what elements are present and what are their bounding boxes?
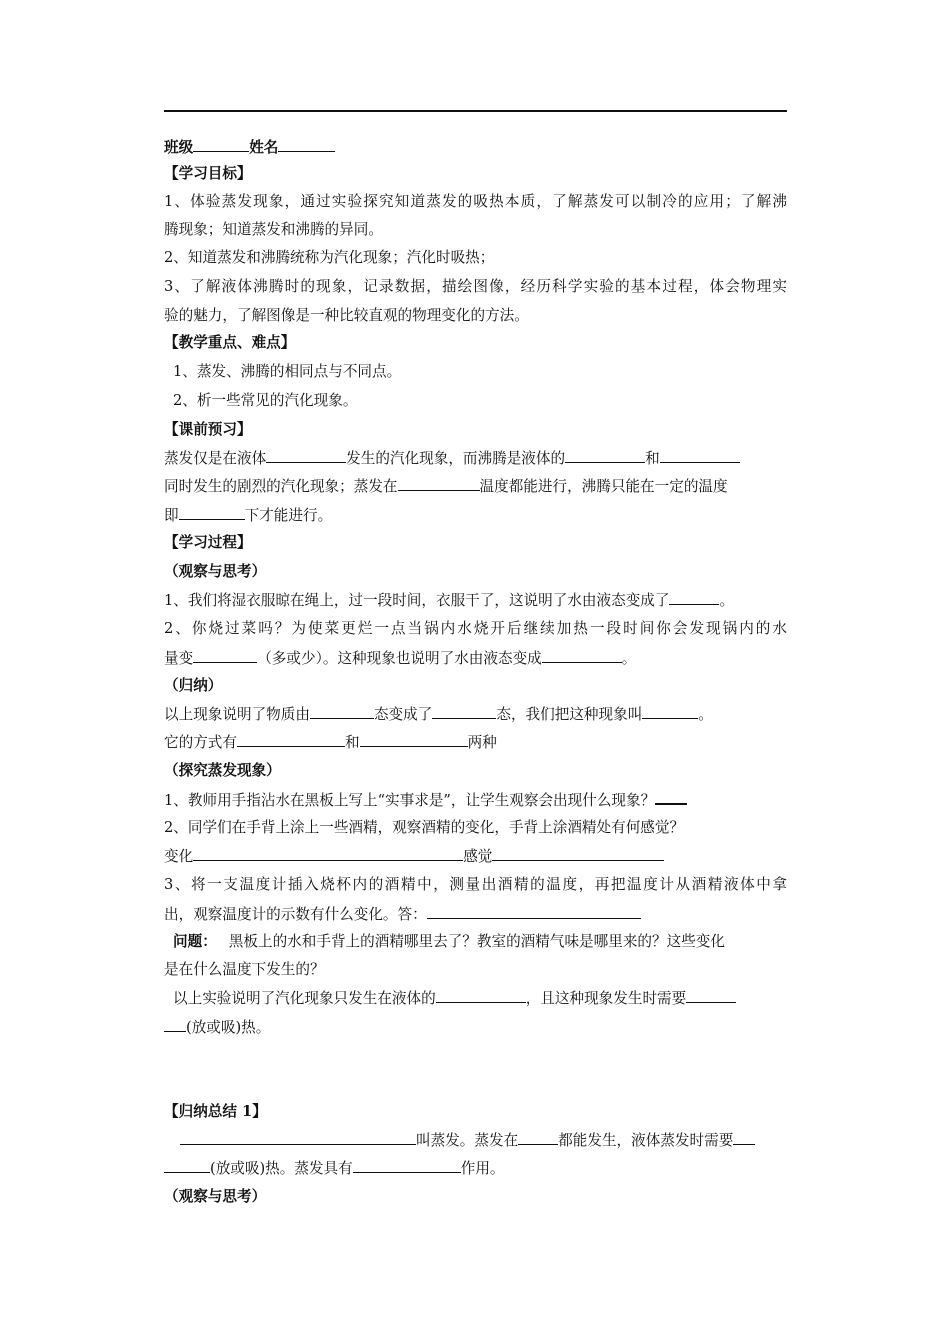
goal-1-line-a: 1、体验蒸发现象，通过实验探究知道蒸发的吸热本质，了解蒸发可以制冷的应用；了解沸 <box>164 193 787 210</box>
question-text: 。 <box>621 650 637 667</box>
fill-blank[interactable] <box>193 846 463 861</box>
preview-line-2 <box>164 476 728 497</box>
fill-blank[interactable] <box>436 988 526 1003</box>
preview-line-3 <box>164 505 332 526</box>
preview-text: 下才能进行。 <box>244 507 333 524</box>
goal-3-line-a: 3、了解液体沸腾时的现象，记录数据，描绘图像，经历科学实验的基本过程，体会物理实 <box>164 278 787 295</box>
conclusion1-line-1 <box>180 1130 755 1151</box>
question-text: 量变 <box>164 650 194 667</box>
explore-text: 出，观察温度计的示数有什么变化。答： <box>164 906 427 923</box>
fill-blank[interactable] <box>432 704 496 719</box>
explore-text: 1、教师用手指沾水在黑板上写上“实事求是”，让学生观察会出现什么现象？ <box>164 792 656 809</box>
preview-text: 和 <box>645 450 660 467</box>
summary-text: 。 <box>698 706 713 723</box>
summary-text: 和 <box>344 734 360 751</box>
preview-line-1 <box>164 448 740 469</box>
question-text: 。 <box>719 592 735 609</box>
conclusion-text: 都能发生，液体蒸发时需要 <box>558 1132 734 1149</box>
process-q2-line-b <box>164 648 636 669</box>
question-label: 问题： <box>173 933 217 950</box>
explore-item-1 <box>164 789 687 811</box>
summary-text: 两种 <box>467 734 497 751</box>
explore-question-line-b: 是在什么温度下发生的？ <box>164 961 325 978</box>
fill-blank[interactable] <box>733 1130 755 1145</box>
student-info-line <box>164 137 335 158</box>
class-blank[interactable] <box>193 137 249 152</box>
conclusion-text: 叫蒸发。蒸发在 <box>416 1132 519 1149</box>
explore-text: 感觉 <box>463 848 493 865</box>
fill-blank[interactable] <box>360 732 468 747</box>
fill-blank[interactable] <box>492 846 664 861</box>
fill-blank[interactable] <box>237 732 345 747</box>
summary-text: 以上现象说明了物质由 <box>164 706 310 723</box>
explore-conclusion-line-b <box>164 1017 270 1038</box>
explore-text: 以上实验说明了汽化现象只发生在液体的 <box>173 990 436 1007</box>
explore-item-3-line-a: 3、将一支温度计插入烧杯内的酒精中，测量出酒精的温度，再把温度计从酒精液体中拿 <box>164 876 787 893</box>
conclusion-text: 作用。 <box>460 1160 505 1177</box>
conclusion-text: (放或吸)热。蒸发具有 <box>210 1160 353 1177</box>
explore-question-line-a <box>173 932 725 952</box>
fill-blank[interactable] <box>353 1158 461 1173</box>
summary-text: 态变成了 <box>373 706 433 723</box>
summary-text: 它的方式有 <box>164 734 237 751</box>
name-blank[interactable] <box>278 137 335 152</box>
fill-blank[interactable] <box>180 1130 416 1145</box>
explore-item-2: 2、同学们在手背上涂上一些酒精，观察酒精的变化，手背上涂酒精处有何感觉？ <box>164 819 685 836</box>
preview-text: 同时发生的剧烈的汽化现象；蒸发在 <box>164 478 398 495</box>
explore-item-3-line-b <box>164 904 641 925</box>
summary-line-2 <box>164 732 497 753</box>
question-text: 黑板上的水和手背上的酒精哪里去了？教室的酒精气味是哪里来的？这些变化 <box>228 933 725 950</box>
question-text: （多或少）。这种现象也说明了水由液态变成 <box>257 650 542 667</box>
fill-blank[interactable] <box>642 704 698 719</box>
fill-blank[interactable] <box>686 988 736 1003</box>
summary-title: （归纳） <box>164 677 223 694</box>
preview-text: 即 <box>164 507 179 524</box>
fill-blank[interactable] <box>655 789 687 805</box>
fill-blank[interactable] <box>542 648 622 663</box>
explore-title: （探究蒸发现象） <box>164 762 281 779</box>
conclusion1-title: 【归纳总结 1】 <box>164 1103 267 1120</box>
name-label: 姓名 <box>249 139 279 156</box>
focus-item-1: 1、蒸发、沸腾的相同点与不同点。 <box>173 363 402 380</box>
preview-text: 蒸发仅是在液体 <box>164 450 267 467</box>
goals-title: 【学习目标】 <box>164 165 252 182</box>
explore-item-2-answers <box>164 846 664 867</box>
fill-blank[interactable] <box>266 448 346 463</box>
summary-line-1 <box>164 704 713 725</box>
preview-text: 温度都能进行，沸腾只能在一定的温度 <box>479 478 728 495</box>
class-label: 班级 <box>164 139 194 156</box>
fill-blank[interactable] <box>669 590 719 605</box>
goal-3-line-b: 验的魅力，了解图像是一种比较直观的物理变化的方法。 <box>164 307 529 324</box>
observe-title: （观察与思考） <box>164 563 267 580</box>
fill-blank[interactable] <box>179 505 245 520</box>
fill-blank[interactable] <box>193 648 257 663</box>
fill-blank[interactable] <box>427 904 641 919</box>
fill-blank[interactable] <box>660 448 740 463</box>
fill-blank[interactable] <box>164 1158 210 1173</box>
process-q2-line-a: 2、你烧过菜吗？为使菜更烂一点当锅内水烧开后继续加热一段时间你会发现锅内的水 <box>164 620 787 637</box>
explore-text: (放或吸)热。 <box>186 1019 271 1036</box>
process-title: 【学习过程】 <box>164 534 252 551</box>
summary-text: 态，我们把这种现象叫 <box>496 706 643 723</box>
focus-item-2: 2、析一些常见的汽化现象。 <box>173 392 358 409</box>
preview-text: 发生的汽化现象，而沸腾是液体的 <box>346 450 566 467</box>
fill-blank[interactable] <box>398 476 480 491</box>
fill-blank[interactable] <box>310 704 374 719</box>
goal-2: 2、知道蒸发和沸腾统称为汽化现象；汽化时吸热； <box>164 249 495 266</box>
process-q1 <box>164 590 734 611</box>
header-rule <box>164 110 787 112</box>
fill-blank[interactable] <box>164 1017 186 1032</box>
explore-text: ，且这种现象发生时需要 <box>525 990 687 1007</box>
explore-conclusion-line-a <box>173 988 736 1009</box>
conclusion1-line-2 <box>164 1158 505 1179</box>
goal-1-line-b: 腾现象；知道蒸发和沸腾的异同。 <box>164 221 383 238</box>
focus-title: 【教学重点、难点】 <box>164 334 296 351</box>
question-text: 1、我们将湿衣服晾在绳上，过一段时间，衣服干了，这说明了水由液态变成了 <box>164 592 670 609</box>
preview-title: 【课前预习】 <box>164 421 252 438</box>
fill-blank[interactable] <box>565 448 645 463</box>
observe2-title: （观察与思考） <box>164 1188 267 1205</box>
explore-text: 变化 <box>164 848 194 865</box>
fill-blank[interactable] <box>518 1130 558 1145</box>
